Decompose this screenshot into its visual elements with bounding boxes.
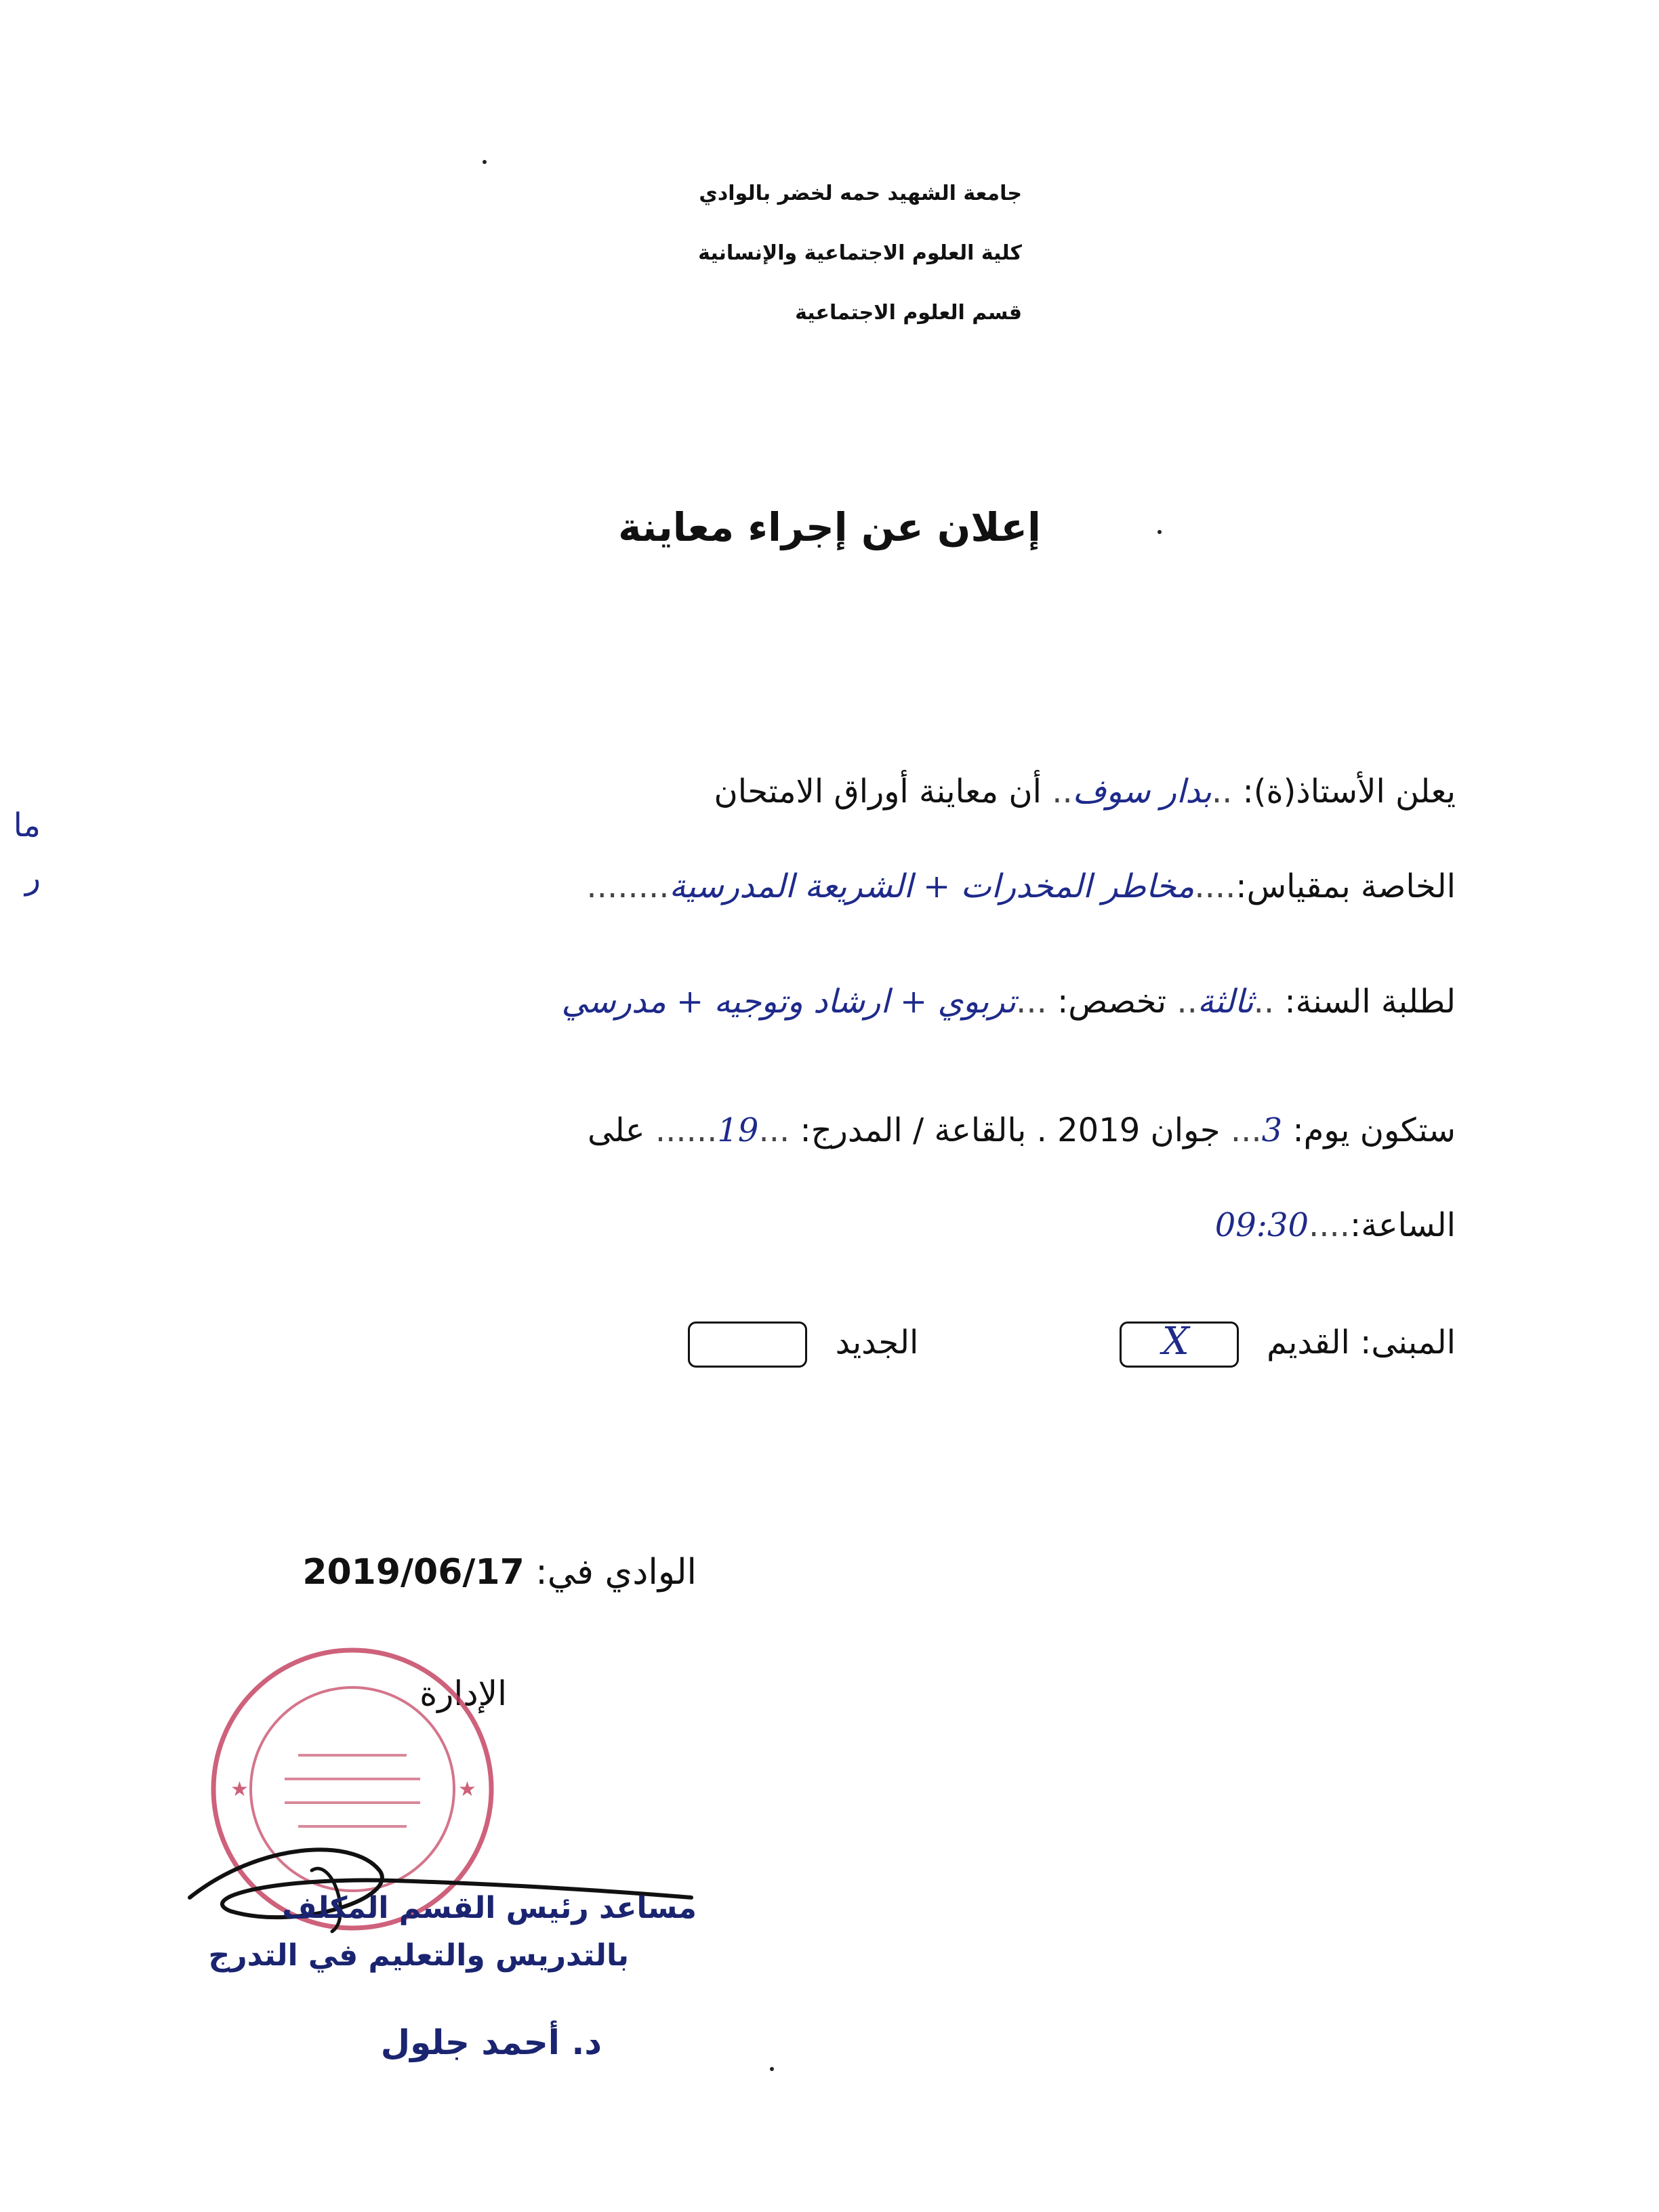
dots: ...: [1016, 983, 1047, 1021]
svg-text:★: ★: [230, 1778, 249, 1801]
specialty-label: تخصص:: [1057, 983, 1167, 1021]
dots: ..: [1052, 773, 1073, 811]
year-specialty-line: [168, 983, 1456, 1021]
year-label: لطلبة السنة:: [1284, 983, 1456, 1021]
month-year: جوان 2019 . بالقاعة / المدرج:: [800, 1111, 1221, 1149]
dots: ....: [1194, 867, 1236, 905]
dots: ....: [1309, 1206, 1351, 1244]
check-mark: X: [1162, 1319, 1189, 1364]
signer-title-line1: مساعد رئيس القسم المكلف: [282, 1891, 697, 1925]
dots: ..: [1253, 983, 1275, 1021]
specialty-value: تربوي + ارشاد وتوجيه + مدرسي: [561, 983, 1017, 1021]
building-label: المبنى:: [1360, 1324, 1456, 1361]
module-label: الخاصة بمقياس:: [1235, 867, 1456, 905]
room-suffix: على: [588, 1111, 645, 1149]
professor-label: يعلن الأستاذ(ة):: [1242, 773, 1456, 811]
module-value: مخاطر المخدرات + الشريعة المدرسية: [669, 867, 1195, 905]
university-name: جامعة الشهيد حمه لخضر بالوادي: [699, 182, 1022, 205]
day-label: ستكون يوم:: [1292, 1111, 1456, 1149]
day-value: 3: [1261, 1111, 1283, 1149]
professor-suffix: أن معاينة أوراق الامتحان: [714, 773, 1042, 811]
signer-name: د. أحمد جلول: [380, 2023, 602, 2062]
day-room-line: [168, 1111, 1456, 1149]
room-value: 19: [717, 1111, 759, 1149]
margin-note: ما ر: [13, 806, 41, 897]
time-value: 09:30: [1214, 1206, 1309, 1244]
year-value: ثالثة: [1197, 983, 1254, 1021]
department-name: قسم العلوم الاجتماعية: [795, 301, 1022, 325]
date-value: 2019/06/17: [302, 1552, 525, 1593]
place-label: الوادي في:: [535, 1552, 697, 1593]
professor-value: بدار سوف: [1072, 773, 1212, 811]
svg-text:★: ★: [458, 1778, 476, 1801]
scan-speck: [483, 160, 487, 164]
old-label: القديم: [1267, 1324, 1350, 1361]
admin-label: الإدارة: [419, 1674, 507, 1713]
handwritten-signature: [176, 1816, 705, 1952]
dots: ..: [1176, 983, 1197, 1021]
new-label: الجديد: [835, 1324, 919, 1361]
professor-line: [168, 773, 1456, 811]
time-label: الساعة:: [1350, 1206, 1456, 1244]
module-line: [168, 867, 1456, 905]
time-line: [168, 1206, 1456, 1244]
signer-title-line2: بالتدريس والتعليم في التدرج: [208, 1938, 629, 1973]
building-line: [168, 1319, 1456, 1368]
dots: ...: [1230, 1111, 1262, 1149]
new-building-checkbox[interactable]: [688, 1322, 807, 1368]
date-line: [302, 1552, 697, 1593]
dots: ........: [586, 867, 670, 905]
scan-speck: [770, 2067, 774, 2071]
scan-speck: [1158, 530, 1162, 534]
dots: ..: [1211, 773, 1233, 811]
dots: ...: [758, 1111, 790, 1149]
page-title: إعلان عن إجراء معاينة: [618, 504, 1041, 550]
old-building-checkbox[interactable]: [1120, 1319, 1239, 1368]
faculty-name: كلية العلوم الاجتماعية والإنسانية: [698, 241, 1022, 265]
dots: ......: [655, 1111, 718, 1149]
